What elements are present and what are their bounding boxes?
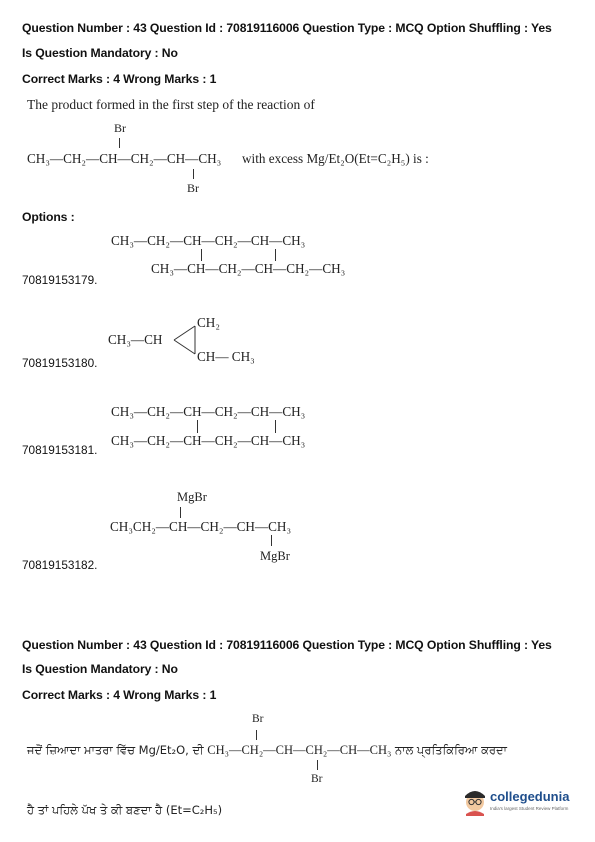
substituent-br-bottom: Br (311, 773, 323, 785)
option-1-line1: CH₃—CH₂—CH—CH₂—CH—CH₃ (111, 233, 306, 248)
bond-line (180, 507, 181, 518)
question-header: Question Number : 43 Question Id : 70819116006 Question Type : MCQ Option Shuffling : Yes (22, 21, 552, 35)
mandatory-label: Is Question Mandatory : No (22, 662, 178, 676)
bond-line (317, 760, 318, 770)
marks-label: Correct Marks : 4 Wrong Marks : 1 (22, 688, 217, 702)
option-1-id: 70819153179. (22, 273, 98, 287)
stem-prefix: ਜਦੋਂ ਜ਼ਿਆਦਾ ਮਾਤਰਾ ਵਿੱਚ Mg/Et₂O, ਦੀ (27, 743, 204, 757)
stem-suffix: ਨਾਲ ਪ੍ਰਤਿਕਿਰਿਆ ਕਰਦਾ (395, 743, 507, 757)
brand-name: collegedunia (490, 789, 570, 804)
substituent-br-top: Br (114, 121, 126, 135)
brand-tagline: India's largest Student Review Platform (490, 806, 569, 811)
bond-line (197, 420, 198, 433)
option-3-id: 70819153181. (22, 443, 98, 457)
bond-line (201, 249, 202, 261)
reaction-conditions: with excess Mg/Et₂O(Et=C₂H₅) is : (242, 151, 429, 166)
substituent-br-top: Br (252, 713, 264, 725)
collegedunia-logo (462, 784, 582, 820)
question-header: Question Number : 43 Question Id : 70819116006 Question Type : MCQ Option Shuffling : Yes (22, 638, 552, 652)
question-stem (27, 743, 507, 758)
marks-label: Correct Marks : 4 Wrong Marks : 1 (22, 72, 217, 86)
option-2-left: CH₃—CH (108, 332, 163, 347)
student-avatar-icon (462, 786, 488, 816)
question-stem-line2: ਹੈ ਤਾਂ ਪਹਿਲੇ ਪੱਖ ਤੇ ਕੀ ਬਣਦਾ ਹੈ (Et=C₂H₅) (27, 803, 223, 817)
bond-line (256, 730, 257, 740)
bond-line (193, 169, 194, 179)
option-4-id: 70819153182. (22, 558, 98, 572)
option-4-mgbr-bottom: MgBr (260, 549, 290, 563)
option-2-top: CH₂ (197, 315, 220, 330)
option-1-line2: CH₃—CH—CH₂—CH—CH₂—CH₃ (151, 261, 346, 276)
reaction-chain: CH₃—CH₂—CH—CH₂—CH—CH₃ (27, 151, 222, 166)
bond-line (275, 249, 276, 261)
stem-chain: CH₃—CH₂—CH—CH₂—CH—CH₃ (207, 743, 392, 757)
bond-line (275, 420, 276, 433)
bond-line (271, 535, 272, 546)
option-3-line1: CH₃—CH₂—CH—CH₂—CH—CH₃ (111, 404, 306, 419)
option-2-id: 70819153180. (22, 356, 98, 370)
bond-line (119, 138, 120, 148)
option-2-bottom: CH— CH₃ (197, 349, 255, 364)
mandatory-label: Is Question Mandatory : No (22, 46, 178, 60)
option-4-chain: CH₃CH₂—CH—CH₂—CH—CH₃ (110, 519, 292, 534)
substituent-br-bottom: Br (187, 181, 199, 195)
option-4-mgbr-top: MgBr (177, 490, 207, 504)
question-stem: The product formed in the first step of the reaction of (27, 97, 315, 112)
option-3-line2: CH₃—CH₂—CH—CH₂—CH—CH₃ (111, 433, 306, 448)
options-label: Options : (22, 210, 75, 224)
